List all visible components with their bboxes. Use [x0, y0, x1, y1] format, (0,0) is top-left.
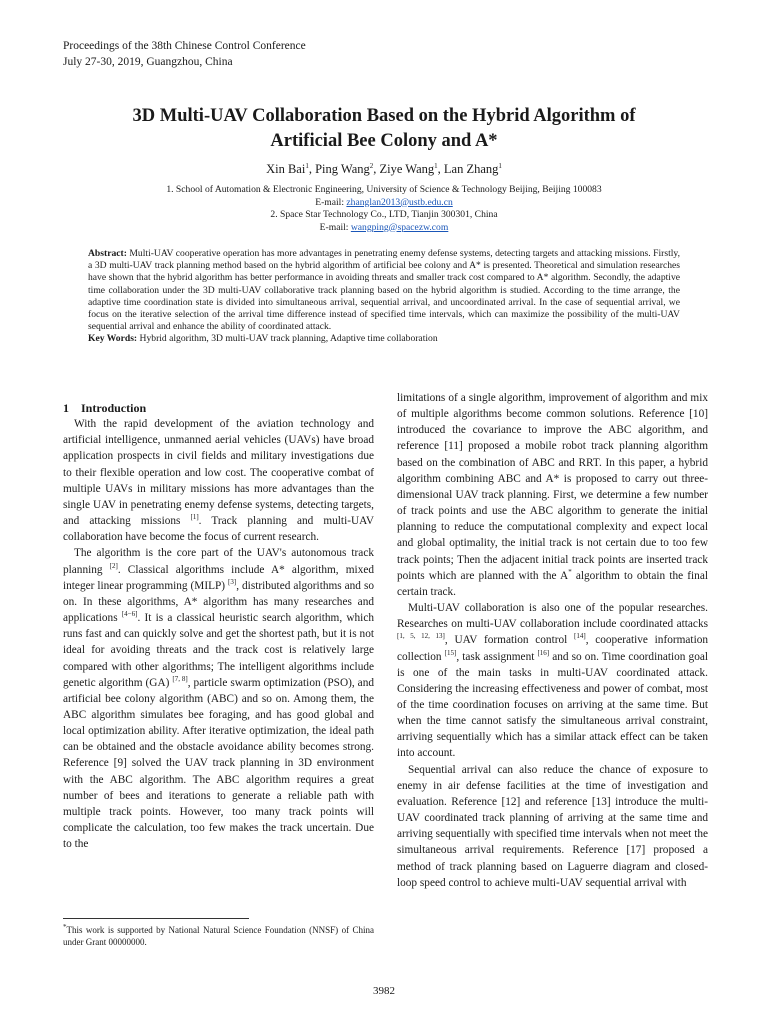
affiliation-2: 2. Space Star Technology Co., LTD, Tianjin 300301, China: [270, 209, 498, 220]
text-run: limitations of a single algorithm, improvement of algorithm and mix of multiple algorithms become common solutions. Reference [10] introduced the covariance to improve the ABC algorithm, and reference [11] proposed a mobile robot track planning algorithm based on the combination of ABC and RRT. In this paper, a hybrid algorithm combining ABC and A* is proposed to carry out three-dimensional UAV track planning. First, we determine a few number of track points and use the ABC algorithm to generate the initial planning to reduce the computational complexity and expect local and global optimality, the initial track is not certain due to too few track points; Then the adjacent initial track points are inserted track points which are planned with the A: [397, 392, 708, 582]
text-run: With the rapid development of the aviation technology and artificial intelligence, unmanned aerial vehicles (UAVs) have broad application prospects in civil fields and military investigations due to their flexible operation and low cost. The cooperative combat of multiple UAVs in military missions has more advantages than the single UAV in penetrating enemy defense systems, detecting targets, and attacking missions: [63, 418, 374, 528]
text-run: Multi-UAV collaboration is also one of the popular researches. Researches on multi-UAV collaboration include coordinated attacks: [397, 602, 708, 631]
email-link-2[interactable]: wangping@spacezw.com: [350, 221, 449, 233]
affiliation-1: 1. School of Automation & Electronic Engineering, University of Science & Technology Beijing, Beijing 100083: [166, 184, 602, 195]
author-affiliation-mark: 1: [305, 161, 309, 170]
author-list: Xin Bai$^1$, Ping Wang$^2$, Ziye Wang$^1$, Lan Zhang$^1$: [266, 161, 502, 176]
footnote-text: This work is supported by National Natural Science Foundation (NNSF) of China under Grant 00000000.: [63, 925, 374, 947]
footnote-mark: *: [63, 923, 67, 931]
text-run: . It is a classical heuristic search algorithm, which runs fast and can quickly solve and get the shortest path, but it is not ideal for avoiding threats and the track cost is relatively large compared with other algorithms; The intelligent algorithms include genetic algorithm (GA): [63, 612, 374, 689]
text-run: , task assignment: [456, 650, 538, 663]
page-number: 3982: [373, 985, 395, 997]
author-name: Ziye Wang: [379, 162, 435, 176]
author-affiliation-mark: 1: [498, 161, 502, 170]
text-run: and so on. Time coordination goal is one of the main tasks in multi-UAV coordinated attack. Considering the increasing effectiveness and power of combat, most of the time coordination focuses on arriving at the same time. But when the time cannot satisfy the simultaneous arrival constraint, arriving sequentially which has a similar attack effect can be taken into account.: [397, 650, 708, 760]
paper-title: [60, 104, 708, 154]
section-number: 1: [63, 401, 69, 415]
email-line-2: [60, 222, 708, 235]
abstract-label: Abstract:: [88, 248, 127, 259]
citation: [14]: [574, 632, 586, 641]
keywords-label: Key Words:: [88, 333, 138, 345]
author-name: Lan Zhang: [443, 162, 499, 176]
citation: [2]: [109, 561, 118, 570]
text-run: algorithm to obtain the final certain track.: [397, 569, 708, 598]
intro-paragraph-2: [63, 545, 374, 852]
intro-paragraph-3: [397, 600, 708, 762]
author-affiliation-mark: 2: [369, 161, 374, 170]
footnote-divider: [63, 918, 249, 919]
citation: [4−6]: [121, 610, 138, 619]
affiliations: [60, 184, 708, 234]
text-run: , UAV formation control: [444, 634, 575, 647]
text-run: , distributed algorithms and so on. In these algorithms, A* algorithm has many researches and applications: [63, 579, 374, 625]
citation: [15]: [444, 648, 457, 657]
citation: [1]: [190, 513, 199, 522]
intro-paragraph-continued: [397, 390, 708, 600]
conference-date-place: July 27-30, 2019, Guangzhou, China: [63, 56, 233, 68]
email-label: E-mail:: [315, 196, 347, 208]
section-title: Introduction: [81, 401, 147, 415]
email-link-1[interactable]: zhanglan2013@ustb.edu.cn: [346, 196, 453, 208]
text-run: , cooperative information collection: [397, 634, 709, 663]
citation: [3]: [228, 577, 237, 586]
intro-paragraph-1: [63, 416, 374, 545]
intro-paragraph-4: Sequential arrival can also reduce the chance of exposure to enemy in air defense facilities at the time of investigation and evaluation. Reference [12] and reference [13] introduce the multi-UAV coordinated track planning of arriving at the same time and arriving sequentially with specified time intervals when not meet the simultaneous arrival requirements. Reference [17] proposed a method of track planning based on Laguerre diagram and closed-loop speed control to achieve multi-UAV sequential arrival with: [397, 763, 708, 889]
email-label: E-mail:: [319, 221, 351, 233]
citation: [7, 8]: [172, 674, 188, 683]
email-line-1: [60, 197, 708, 210]
keywords-text: Hybrid algorithm, 3D multi-UAV track planning, Adaptive time collaboration: [139, 333, 438, 345]
abstract-text: Multi-UAV cooperative operation has more advantages in penetrating enemy defense systems, detecting targets and attacking missions. Firstly, a 3D multi-UAV track planning method based on the hybrid algorithm of artificial bee colony and A* is presented. Theoretical and simulation researches have shown that the hybrid algorithm has better performance in avoiding threats and smaller track cost compared to A* algorithm. Secondly, the adaptive time collaboration under the 3D multi-UAV collaborative track planning based on the hybrid algorithm is studied. According to the time arrange, the adaptive time coordination state is divided into simultaneous arrival, sequential arrival, and uncoordinated arrival. In the case of sequential arrival, we focus on the iterative selection of the arrival time difference instead of specified time intervals, which can maximize the possibility of the multi-UAV sequential arrival and enhance the ability of coordinated attack.: [88, 248, 680, 333]
text-run: . Classical algorithms include A* algorithm, mixed integer linear programming (MILP): [63, 563, 375, 592]
footnote: [63, 924, 374, 948]
superscript-star: *: [568, 567, 572, 576]
left-column: [63, 400, 374, 852]
text-run: The algorithm is the core part of the UAV's autonomous track planning: [63, 547, 374, 576]
citation: [1, 5, 12, 13]: [397, 632, 445, 641]
text-run: , particle swarm optimization (PSO), and artificial bee colony algorithm (ABC) and so on. Among them, the ABC algorithm simulates bee foraging, and has good global and local optimization ability. After iterative optimization, the ideal path can be obtained and the obstacle avoidance ability becomes strong. Reference [9] solved the UAV track planning in 3D environment with the ABC algorithm. The ABC algorithm requires a great number of bees and iterations to generate a reliable path with multiple track points. However, too many track points will complicate the calculation, too few makes the track uncertain. Due to the: [63, 676, 374, 851]
abstract-paragraph: [88, 248, 680, 333]
title-line-2: Artificial Bee Colony and A*: [270, 131, 498, 151]
section-heading: [63, 400, 374, 416]
abstract-block: [88, 248, 680, 346]
author-name: Ping Wang: [315, 162, 370, 176]
title-line-1: 3D Multi-UAV Collaboration Based on the Hybrid Algorithm of: [132, 106, 636, 126]
author-name: Xin Bai: [266, 162, 306, 176]
proceedings-header: [63, 38, 306, 70]
author-affiliation-mark: 1: [434, 161, 438, 170]
citation: [16]: [537, 648, 550, 657]
right-column: [397, 390, 708, 891]
text-run: . Track planning and multi-UAV collaboration have become the focus of current research.: [63, 515, 374, 544]
keywords-paragraph: [88, 333, 680, 345]
proceedings-title: Proceedings of the 38th Chinese Control Conference: [63, 40, 306, 52]
